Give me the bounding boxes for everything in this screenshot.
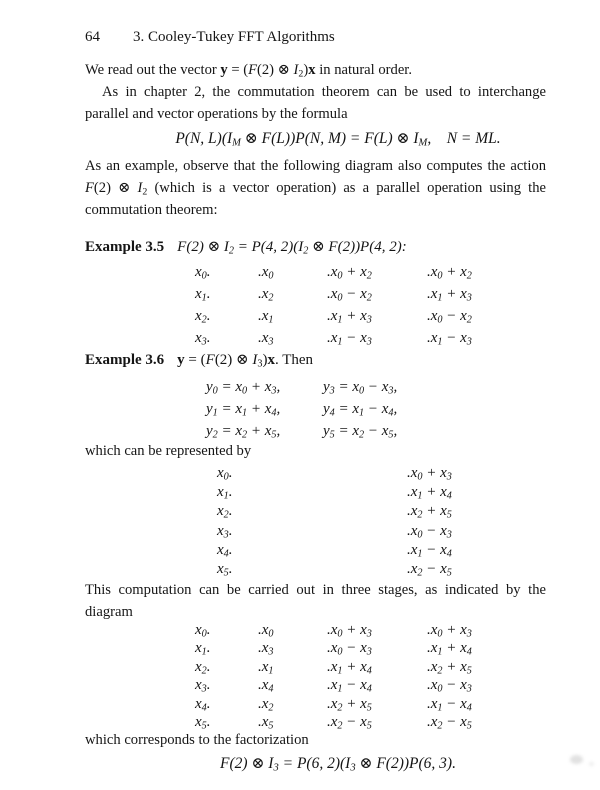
diagram-row bbox=[195, 713, 546, 731]
diagram-cell: $.x_2 - x_5$ bbox=[327, 713, 372, 732]
diagram-cell: $x_0$. bbox=[195, 622, 211, 640]
diagram-cell: $x_0$. bbox=[217, 465, 233, 483]
diagram-cell: $.x_3$ bbox=[258, 640, 274, 658]
diagram-cell: $x_0$. bbox=[195, 264, 211, 282]
diagram-row bbox=[195, 283, 546, 305]
example-3-5-diagram bbox=[85, 261, 546, 349]
diagram-cell: $x_2$. bbox=[195, 308, 211, 326]
diagram-cell: $.x_2 + x_5$ bbox=[427, 658, 472, 677]
diagram-cell: $.x_1 + x_4$ bbox=[427, 640, 472, 658]
example-3-6-heading bbox=[85, 350, 546, 370]
diagram-cell: $.x_0 - x_2$ bbox=[327, 286, 372, 304]
diagram-cell: $x_5$. bbox=[195, 713, 211, 732]
equation-row bbox=[206, 420, 546, 442]
diagram-cell: $.x_0 - x_3$ bbox=[407, 522, 452, 541]
diagram-cell: $.x_2 + x_5$ bbox=[407, 503, 452, 521]
text-line: parallel and vector operations by the formula bbox=[85, 105, 348, 122]
factorization-text bbox=[85, 730, 546, 752]
diagram-cell: $x_2$. bbox=[217, 503, 233, 521]
diagram-cell: $.x_1 + x_3$ bbox=[427, 286, 472, 304]
paragraph-commutation bbox=[85, 82, 546, 126]
diagram-row bbox=[195, 658, 546, 676]
diagram-cell: $.x_0 - x_3$ bbox=[327, 640, 372, 658]
diagram-cell: $.x_1 + x_4$ bbox=[327, 658, 372, 677]
page-number: 64 bbox=[85, 29, 100, 45]
diagram-cell: $x_1$. bbox=[195, 286, 211, 304]
text-line: commutation theorem: bbox=[85, 201, 218, 218]
three-stage-diagram bbox=[85, 621, 546, 731]
factorization-formula: F(2) ⊗ $I_3 = P(6$, $2)(I_3$ ⊗ F(2))P(6, 3). bbox=[220, 755, 456, 774]
text-line: As in chapter 2, the commutation theorem can be used to interchange bbox=[102, 84, 546, 100]
diagram-row bbox=[195, 261, 546, 283]
paragraph-three-stages bbox=[85, 580, 546, 624]
represented-by-text bbox=[85, 441, 546, 463]
equation-cell: $y_3 = x_0 - x_3$, bbox=[323, 379, 398, 397]
equation-cell: $y_4 = x_1 - x_4$, bbox=[323, 401, 398, 419]
diagram-cell: $.x_1 - x_3$ bbox=[327, 330, 372, 348]
example-3-5-statement: F(2) ⊗ $I_2 = P(4$, $2)(I_2$ ⊗ F(2))P(4, 2): bbox=[177, 239, 407, 257]
diagram-row bbox=[217, 464, 546, 483]
equation-cell: $y_2 = x_2 + x_5$, bbox=[206, 423, 281, 441]
diagram-row bbox=[195, 639, 546, 657]
example-3-5-label: Example 3.5 bbox=[85, 239, 165, 255]
page-header bbox=[85, 27, 546, 49]
example-3-6-equations bbox=[85, 376, 546, 442]
diagram-cell: $.x_2$ bbox=[258, 695, 274, 714]
diagram-cell: $.x_0 - x_2$ bbox=[427, 308, 472, 326]
diagram-cell: $x_3$. bbox=[195, 677, 211, 695]
diagram-cell: $.x_1 - x_4$ bbox=[427, 695, 472, 714]
diagram-cell: $.x_0 + x_3$ bbox=[327, 622, 372, 640]
equation-cell: $y_1 = x_1 + x_4$, bbox=[206, 401, 281, 419]
running-title: 3. Cooley-Tukey FFT Algorithms bbox=[133, 29, 335, 45]
text-line: We read out the vector y = (F(2) ⊗ $I_2)x$ in natural order. bbox=[85, 62, 412, 80]
diagram-row bbox=[217, 560, 546, 579]
diagram-cell: $.x_0$ bbox=[258, 264, 274, 282]
diagram-row bbox=[195, 695, 546, 713]
diagram-row bbox=[217, 483, 546, 502]
diagram-cell: $.x_1 - x_4$ bbox=[407, 541, 452, 560]
scan-artifact bbox=[570, 755, 583, 764]
diagram-cell: $.x_2 - x_5$ bbox=[407, 560, 452, 579]
diagram-cell: $.x_0 + x_2$ bbox=[427, 264, 472, 282]
commutation-theorem-formula: P(N, $L)(I_M$ ⊗ F(L))P(N, M) = F(L) ⊗ $I_M$, N = ML. bbox=[175, 130, 501, 149]
diagram-cell: $.x_0 + x_3$ bbox=[427, 622, 472, 640]
diagram-cell: $.x_0 + x_2$ bbox=[327, 264, 372, 282]
diagram-row bbox=[217, 522, 546, 541]
diagram-row bbox=[195, 621, 546, 639]
text-line: which can be represented by bbox=[85, 443, 252, 459]
representation-diagram bbox=[85, 464, 546, 579]
diagram-cell: $.x_4$ bbox=[258, 677, 274, 695]
diagram-cell: $x_5$. bbox=[217, 560, 233, 579]
example-3-6-label: Example 3.6 bbox=[85, 352, 165, 368]
diagram-cell: $.x_1 - x_4$ bbox=[327, 677, 372, 695]
diagram-cell: $.x_3$ bbox=[258, 330, 274, 348]
diagram-cell: $.x_1 + x_3$ bbox=[327, 308, 372, 326]
diagram-cell: $x_1$. bbox=[217, 484, 233, 502]
diagram-cell: $.x_0$ bbox=[258, 622, 274, 640]
text-line: diagram bbox=[85, 603, 133, 620]
equation-cell: $y_5 = x_2 - x_5$, bbox=[323, 423, 398, 441]
diagram-cell: $.x_2 - x_5$ bbox=[427, 713, 472, 732]
paragraph-read-out bbox=[85, 60, 546, 82]
equation-row bbox=[206, 376, 546, 398]
diagram-cell: $.x_1 + x_4$ bbox=[407, 484, 452, 502]
text-line: which corresponds to the factorization bbox=[85, 732, 309, 748]
text-line: As an example, observe that the following diagram also computes the action bbox=[85, 158, 546, 174]
diagram-row bbox=[195, 305, 546, 327]
scan-artifact bbox=[589, 762, 594, 766]
diagram-cell: $.x_0 - x_3$ bbox=[427, 677, 472, 695]
diagram-cell: $.x_1$ bbox=[258, 658, 274, 677]
diagram-cell: $.x_1 - x_3$ bbox=[427, 330, 472, 348]
diagram-cell: $x_4$. bbox=[195, 695, 211, 714]
text-line: F(2) ⊗ $I_2$ (which is a vector operation) as a parallel operation using the bbox=[85, 179, 546, 198]
diagram-cell: $x_3$. bbox=[217, 522, 233, 541]
diagram-cell: $x_3$. bbox=[195, 330, 211, 348]
example-3-6-statement: y = (F(2) ⊗ $I_3)x$. Then bbox=[177, 352, 314, 370]
example-3-5-heading bbox=[85, 237, 546, 257]
diagram-cell: $x_2$. bbox=[195, 658, 211, 677]
equation-row bbox=[206, 398, 546, 420]
paragraph-example-intro bbox=[85, 156, 546, 221]
diagram-cell: $x_4$. bbox=[217, 541, 233, 560]
diagram-cell: $.x_1$ bbox=[258, 308, 274, 326]
text-line: This computation can be carried out in three stages, as indicated by the bbox=[85, 582, 546, 598]
diagram-row bbox=[195, 676, 546, 694]
diagram-cell: $x_1$. bbox=[195, 640, 211, 658]
equation-cell: $y_0 = x_0 + x_3$, bbox=[206, 379, 281, 397]
diagram-cell: $.x_0 + x_3$ bbox=[407, 465, 452, 483]
diagram-row bbox=[195, 327, 546, 349]
diagram-cell: $.x_5$ bbox=[258, 713, 274, 732]
diagram-cell: $.x_2 + x_5$ bbox=[327, 695, 372, 714]
diagram-row bbox=[217, 502, 546, 521]
diagram-cell: $.x_2$ bbox=[258, 286, 274, 304]
diagram-row bbox=[217, 541, 546, 560]
